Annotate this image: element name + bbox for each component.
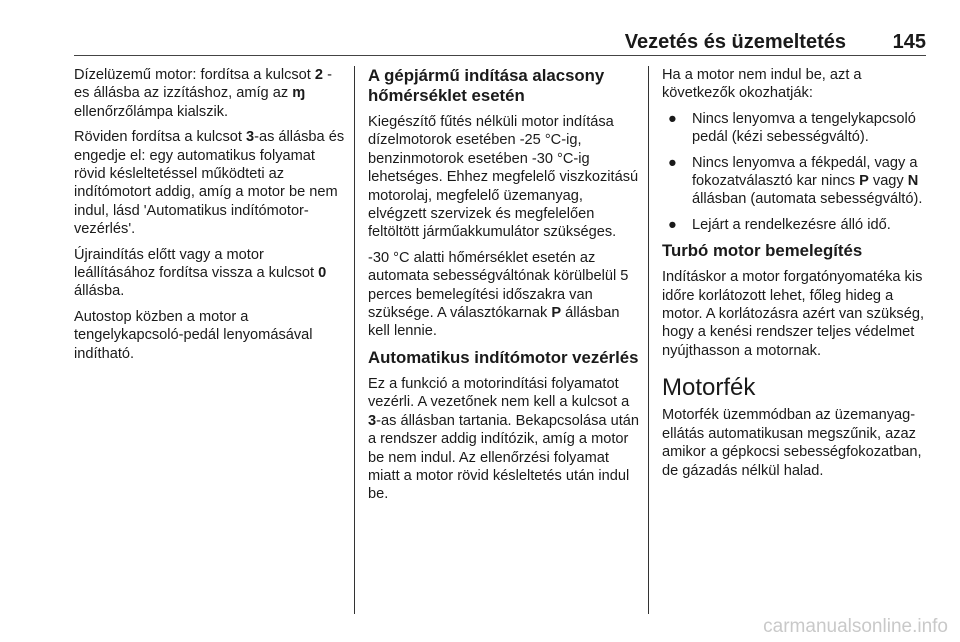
column-2 [368,66,640,511]
engine-brake-heading: Motorfék [662,374,756,402]
page-number: 145 [892,31,926,53]
engine-brake-paragraph: Motorfék üzemmódban az üzemanyag-ellátás automatikusan megszűnik, azaz amikor a gépkocsi sebességfokozatban, de gázadás nélkül halad. [662,407,922,479]
auto-starter-paragraph: Ez a funkció a motorindítási folyamatot vezérli. A vezetőnek nem kell a kulcsot a 3-as állásban tartania. Bekapcsolása után a rendszer addig indítózik, amíg a motor be nem indul. Az ellenőrzési folyamat miatt a motor rövid késleltetés után indul be. [368,375,639,503]
no-start-list [662,110,932,234]
page-header [74,30,926,54]
auto-starter-heading: Automatikus indítómotor vezérlés [368,347,639,367]
watermark: carmanualsonline.info [763,616,948,637]
no-start-paragraph: Ha a motor nem indul be, azt a következők okozhatják: [662,67,862,102]
diesel-paragraph: Dízelüzemű motor: fordítsa a kulcsot 2 - es állásba az izzításhoz, amíg az ɱ ellenőrzőlámpa kialszik. [74,67,332,120]
automatic-warmup-paragraph: -30 °C alatti hőmérséklet esetén az automata sebességváltónak körülbelül 5 perces bemelegítési időszakra van szüksége. A választókarnak P állásban kell lennie. [368,249,629,340]
list-item: ● Nincs lenyomva a fékpedál, vagy a fokozatválasztó kar nincs P vagy N állásban (automata sebességváltó). [668,154,923,208]
column-divider-1 [354,66,355,614]
column-divider-2 [648,66,649,614]
autostop-paragraph: Autostop közben a motor a tengelykapcsoló-pedál lenyomásával indítható. [74,308,313,362]
key-turn-paragraph: Röviden fordítsa a kulcsot 3-as állásba és engedje el: egy automatikus folyamat rövid késleltetéssel működteti az indítómotort addig, amíg a motor be nem indul, lásd 'Automatikus indítómotor-vezérlés'. [74,129,345,238]
page-title: Vezetés és üzemeltetés [624,31,846,53]
list-item: ● Lejárt a rendelkezésre álló idő. [668,216,891,233]
list-item: ● Nincs lenyomva a tengelykapcsoló pedál (kézi sebességváltó). [668,110,916,146]
restart-paragraph: Újraindítás előtt vagy a motor leállításához fordítsa vissza a kulcsot 0 állásba. [74,246,327,300]
column-3 [662,66,932,487]
bullet-icon: ● [668,110,677,127]
header-rule [74,55,926,56]
glow-plug-icon: ɱ [292,85,306,102]
low-temp-heading: A gépjármű indítása alacsony hőmérséklet esetén [368,66,605,105]
bullet-icon: ● [668,216,677,233]
turbo-heading: Turbó motor bemelegítés [662,241,863,261]
column-1 [74,66,346,370]
turbo-paragraph: Indításkor a motor forgatónyomatéka kis időre korlátozott lehet, főleg hideg a motor. A korlátozásra azért van szükség, hogy a kenési rendszer teljes védelmet nyújthasson a motornak. [662,269,925,359]
bullet-icon: ● [668,154,677,171]
low-temp-paragraph: Kiegészítő fűtés nélküli motor indítása dízelmotorok esetében -25 °C-ig, benzinmotorok esetében -30 °C-ig lehetséges. Ehhez megfelelő viszkozitású motorolaj, megfelelő üzemanyag, elvégzett szervizek és megfelelően feltöltött járműakkumulátor szükséges. [368,114,639,241]
